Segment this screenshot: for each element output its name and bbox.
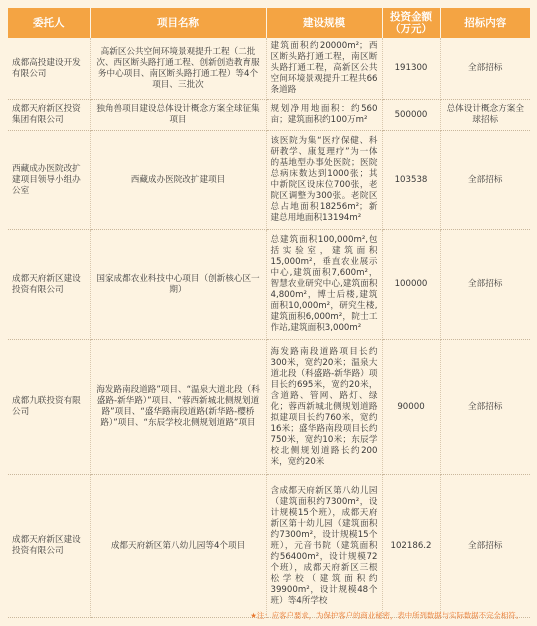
cell-client: 西藏成办医院改扩建项目领导小组办公室 xyxy=(8,131,90,230)
cell-client: 成都高投建设开发有限公司 xyxy=(8,38,90,100)
table-header-row xyxy=(8,8,530,38)
table-row xyxy=(8,230,530,340)
cell-client: 成都天府新区投资集团有限公司 xyxy=(8,100,90,131)
cell-amount: 90000 xyxy=(382,340,440,475)
header-amount xyxy=(382,8,440,38)
table-row xyxy=(8,475,530,618)
cell-amount: 191300 xyxy=(382,38,440,100)
header-scale: 建设规模 xyxy=(266,8,382,38)
cell-amount: 102186.2 xyxy=(382,475,440,618)
cell-project: 成都天府新区第八幼儿园等4个项目 xyxy=(90,475,266,618)
cell-content: 全部招标 xyxy=(440,230,530,340)
cell-content: 全部招标 xyxy=(440,131,530,230)
table-row xyxy=(8,38,530,100)
cell-scale: 该医院为集“医疗保健、科研教学、康复理疗”为一体的基地型办事处医院；医院总病床数达到1000张；其中新院区设床位700张，老院区调整为300张。老院区总占地面积18256m²；新建总用地面积13194m² xyxy=(266,131,382,230)
table-row xyxy=(8,100,530,131)
cell-scale: 海发路南段道路项目长约300米，宽约20米；温泉大道北段（科盛路-新华路）项目长约695米，宽约20米，含道路、管网、路灯、绿化；蓉西新城北侧规划道路拟建项目长约760米，宽约16米；盛华路南段项目长约750米，宽约10米；东辰学校北侧规划道路长约200米，宽约20米 xyxy=(266,340,382,475)
cell-amount: 103538 xyxy=(382,131,440,230)
header-amount-text: 投资金额 （万元） xyxy=(390,11,432,35)
cell-project: 西藏成办医院改扩建项目 xyxy=(90,131,266,230)
header-project-name: 项目名称 xyxy=(90,8,266,38)
cell-content: 全部招标 xyxy=(440,475,530,618)
cell-scale: 规划净用地面积：约560亩；建筑面积约100万m² xyxy=(266,100,382,131)
cell-amount: 500000 xyxy=(382,100,440,131)
table-row xyxy=(8,131,530,230)
table-row xyxy=(8,340,530,475)
projects-table xyxy=(8,8,530,618)
cell-project: 独角兽项目建设总体设计概念方案全球征集项目 xyxy=(90,100,266,131)
cell-client: 成都九联投资有限公司 xyxy=(8,340,90,475)
cell-client: 成都天府新区建设投资有限公司 xyxy=(8,230,90,340)
cell-scale: 含成都天府新区第八幼儿园（建筑面积约7300m²，设计规模15个班），成都天府新区第十幼儿园（建筑面积约7300m²，设计规模15个班），元音书院（建筑面积约56400m²，设计规模72个班），成都天府新区三根松学校（建筑面积约39900m²，设计规模48个班）等4所学校 xyxy=(266,475,382,618)
footnote: ★注：应客户要求，为保护客户的商业秘密，表中所列数据与实际数据不完全相符。 xyxy=(250,611,523,620)
cell-content: 全部招标 xyxy=(440,340,530,475)
cell-content: 总体设计概念方案全球招标 xyxy=(440,100,530,131)
cell-amount: 100000 xyxy=(382,230,440,340)
header-tender-content: 招标内容 xyxy=(440,8,530,38)
cell-client: 成都天府新区建设投资有限公司 xyxy=(8,475,90,618)
cell-content: 全部招标 xyxy=(440,38,530,100)
cell-project: 海发路南段道路”项目、“温泉大道北段（科盛路-新华路）”项目、“蓉西新城北侧规划道路”项目、“盛华路南段道路(新华路-樱桥路）”项目、“东辰学校北侧规划道路”项目 xyxy=(90,340,266,475)
cell-project: 国家成都农业科技中心项目（创新核心区一期） xyxy=(90,230,266,340)
cell-project: 高新区公共空间环境景观提升工程（二批次、西区断头路打通工程、创新创造教育服务中心项目、南区断头路打通工程）等4个项目、三批次 xyxy=(90,38,266,100)
header-client: 委托人 xyxy=(8,8,90,38)
cell-scale: 建筑面积约20000m²；西区断头路打通工程，南区断头路打通工程，高新区公共空间环境景观提升工程共66条道路 xyxy=(266,38,382,100)
cell-scale: 总建筑面积100,000m²,包括实验室，建筑面积15,000m²，垂直农业展示中心,建筑面积7,600m²，智慧农业研究中心,建筑面积4,800m²，博士后楼,建筑面积10,000m²，研究生楼,建筑面积6,000m²，院士工作站,建筑面积3,000m² xyxy=(266,230,382,340)
